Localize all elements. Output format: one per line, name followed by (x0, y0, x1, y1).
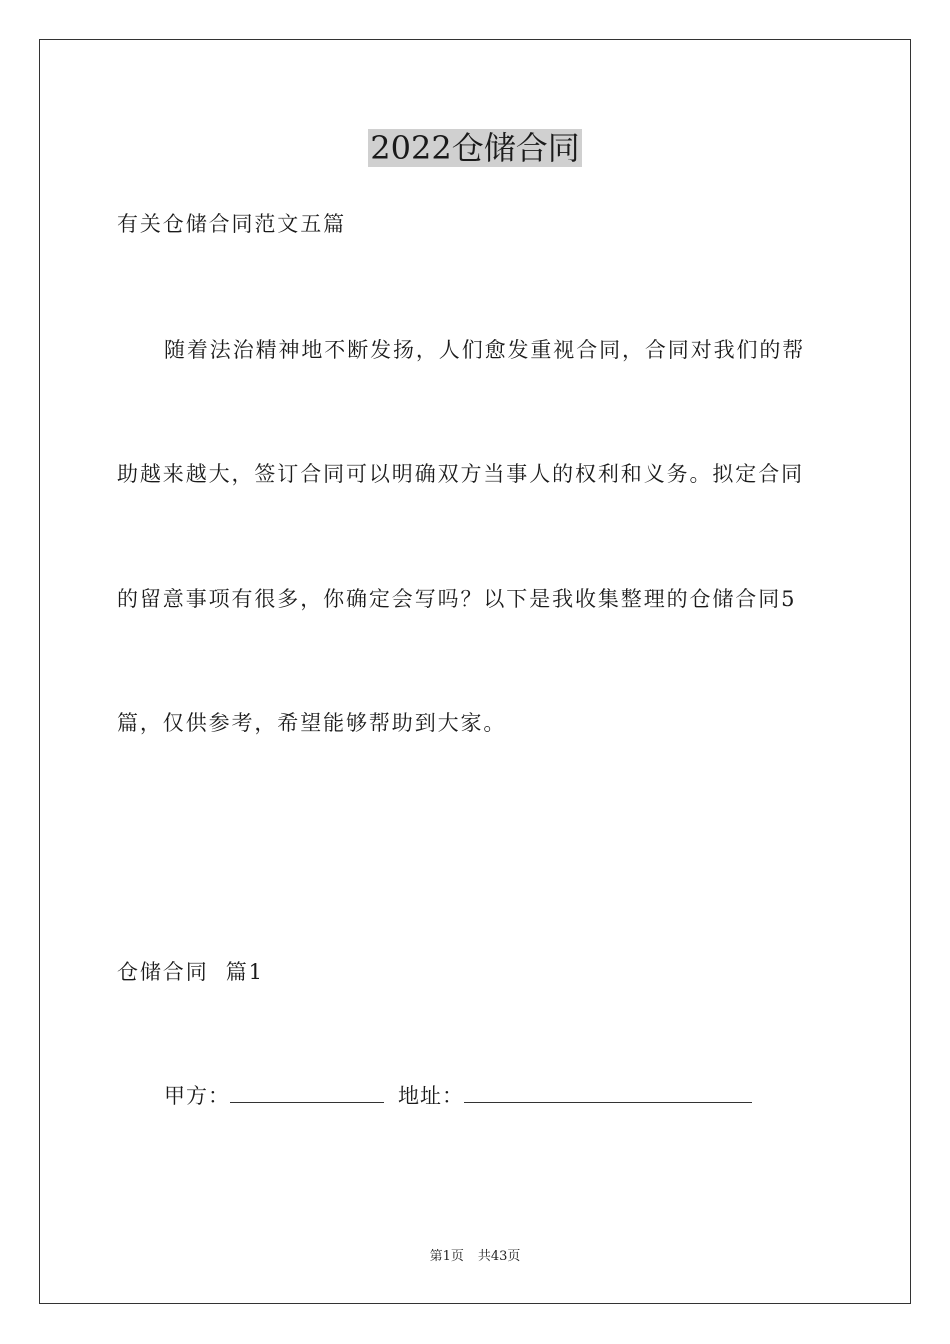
document-title-text: 2022仓储合同 (370, 129, 580, 167)
address-label: 地址： (398, 1084, 464, 1108)
party-a-blank[interactable] (230, 1080, 384, 1103)
page-number: 第1页 (429, 1249, 464, 1264)
party-a-label: 甲方： (164, 1084, 230, 1108)
page-footer (0, 1248, 950, 1266)
document-title (0, 124, 950, 172)
party-a-field-row (164, 1080, 752, 1112)
section-heading: 仓储合同 篇1 (117, 960, 264, 984)
page-total: 共43页 (477, 1249, 521, 1264)
intro-line-1: 随着法治精神地不断发扬，人们愈发重视合同，合同对我们的帮 (164, 338, 806, 362)
document-subtitle: 有关仓储合同范文五篇 (117, 212, 346, 236)
address-blank[interactable] (464, 1080, 752, 1103)
intro-line-4: 篇，仅供参考，希望能够帮助到大家。 (117, 711, 507, 735)
intro-line-3: 的留意事项有很多，你确定会写吗？以下是我收集整理的仓储合同5 (117, 587, 797, 611)
intro-line-2: 助越来越大，签订合同可以明确双方当事人的权利和义务。拟定合同 (117, 462, 804, 486)
